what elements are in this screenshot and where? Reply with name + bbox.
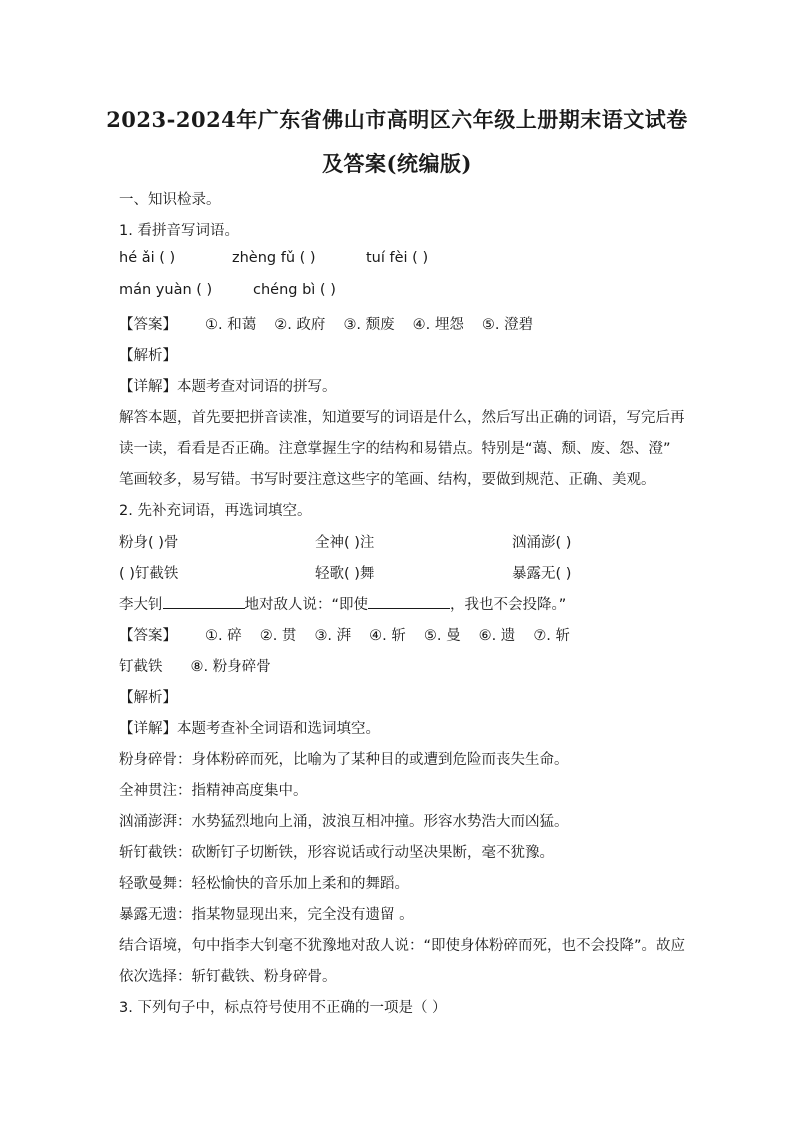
doc-title-line2: 及答案(统编版) [322, 151, 472, 176]
explanation-line: 笔画较多，易写错。书写时要注意这些字的笔画、结构，要做到规范、正确、美观。 [119, 472, 656, 488]
fill-blank [163, 594, 245, 609]
idiom-blank: 粉身( )骨 [119, 535, 179, 551]
sentence-part: 地对敌人说：“即使 [244, 597, 369, 613]
answer-item: ④. 斩 [369, 628, 406, 644]
sentence-part: ，我也不会投降。” [450, 597, 567, 613]
explanation-line: 斩钉截铁：砍断钉子切断铁，形容说话或行动坚决果断，毫不犹豫。 [119, 845, 554, 861]
detail-heading: 【详解】本题考查补全词语和选词填空。 [119, 721, 380, 737]
q3-title: 3. 下列句子中，标点符号使用不正确的一项是（ ） [119, 1000, 447, 1016]
fill-blank [368, 594, 450, 609]
idiom-blank: ( )钉截铁 [119, 566, 179, 582]
sentence-part: 李大钊 [119, 597, 163, 613]
idiom-blank: 轻歌( )舞 [315, 566, 375, 582]
answer-item: ⑤. 曼 [423, 628, 461, 644]
idiom-blank: 暴露无( ) [512, 566, 572, 582]
answer-item: ④. 埋怨 [412, 317, 464, 333]
detail-heading: 【详解】本题考查对词语的拼写。 [119, 379, 337, 395]
answer-item: ②. 政府 [274, 317, 326, 333]
pinyin-item: zhèng fǔ ( ) [232, 250, 316, 266]
answer-item: ①. 和蔼 [205, 317, 257, 333]
q2-answer-cont [119, 655, 289, 676]
answer-item: ③. 湃 [314, 628, 352, 644]
section-heading: 一、知识检录。 [119, 192, 221, 208]
q2-answer [119, 624, 570, 645]
answer-item: ③. 颓废 [343, 317, 395, 333]
q2-title: 2. 先补充词语，再选词填空。 [119, 503, 312, 519]
answer-tag: 【答案】 [119, 317, 177, 333]
explanation-line: 全神贯注：指精神高度集中。 [119, 783, 308, 799]
explanation-line: 粉身碎骨：身体粉碎而死，比喻为了某种目的或遭到危险而丧失生命。 [119, 752, 569, 768]
pinyin-item: chéng bì ( ) [253, 282, 336, 298]
q1-answer [119, 313, 551, 334]
idiom-blank: 汹涌澎( ) [512, 535, 572, 551]
q1-title: 1. 看拼音写词语。 [119, 223, 239, 239]
answer-item: ①. 碎 [205, 628, 242, 644]
doc-title-line1: 2023-2024年广东省佛山市高明区六年级上册期末语文试卷 [106, 107, 688, 132]
analysis-tag: 【解析】 [119, 690, 177, 706]
answer-item: ⑤. 澄碧 [481, 317, 534, 333]
answer-tag: 【答案】 [119, 628, 177, 644]
pinyin-item: mán yuàn ( ) [119, 282, 213, 298]
answer-item: ②. 贯 [259, 628, 297, 644]
explanation-line: 轻歌曼舞：轻松愉快的音乐加上柔和的舞蹈。 [119, 876, 409, 892]
explanation-line: 汹涌澎湃：水势猛烈地向上涌，波浪互相冲撞。形容水势浩大而凶猛。 [119, 814, 569, 830]
explanation-line: 解答本题，首先要把拼音读准，知道要写的词语是什么，然后写出正确的词语，写完后再 [119, 410, 685, 426]
answer-item: 钉截铁 [119, 659, 163, 675]
answer-item: ⑧. 粉身碎骨 [190, 659, 271, 675]
explanation-line: 结合语境，句中指李大钊毫不犹豫地对敌人说：“即使身体粉碎而死，也不会投降”。故应 [119, 938, 686, 954]
explanation-line: 依次选择：斩钉截铁、粉身碎骨。 [119, 969, 337, 985]
analysis-tag: 【解析】 [119, 348, 177, 364]
pinyin-item: tuí fèi ( ) [366, 250, 429, 266]
answer-item: ⑥. 遗 [478, 628, 516, 644]
explanation-line: 读一读，看看是否正确。注意掌握生字的结构和易错点。特别是“蔼、颓、废、怨、澄” [119, 441, 671, 457]
explanation-line: 暴露无遗：指某物显现出来，完全没有遗留 。 [119, 907, 414, 923]
fill-sentence [119, 593, 566, 614]
idiom-blank: 全神( )注 [315, 535, 375, 551]
answer-item: ⑦. 斩 [533, 628, 571, 644]
pinyin-item: hé ǎi ( ) [119, 250, 176, 266]
